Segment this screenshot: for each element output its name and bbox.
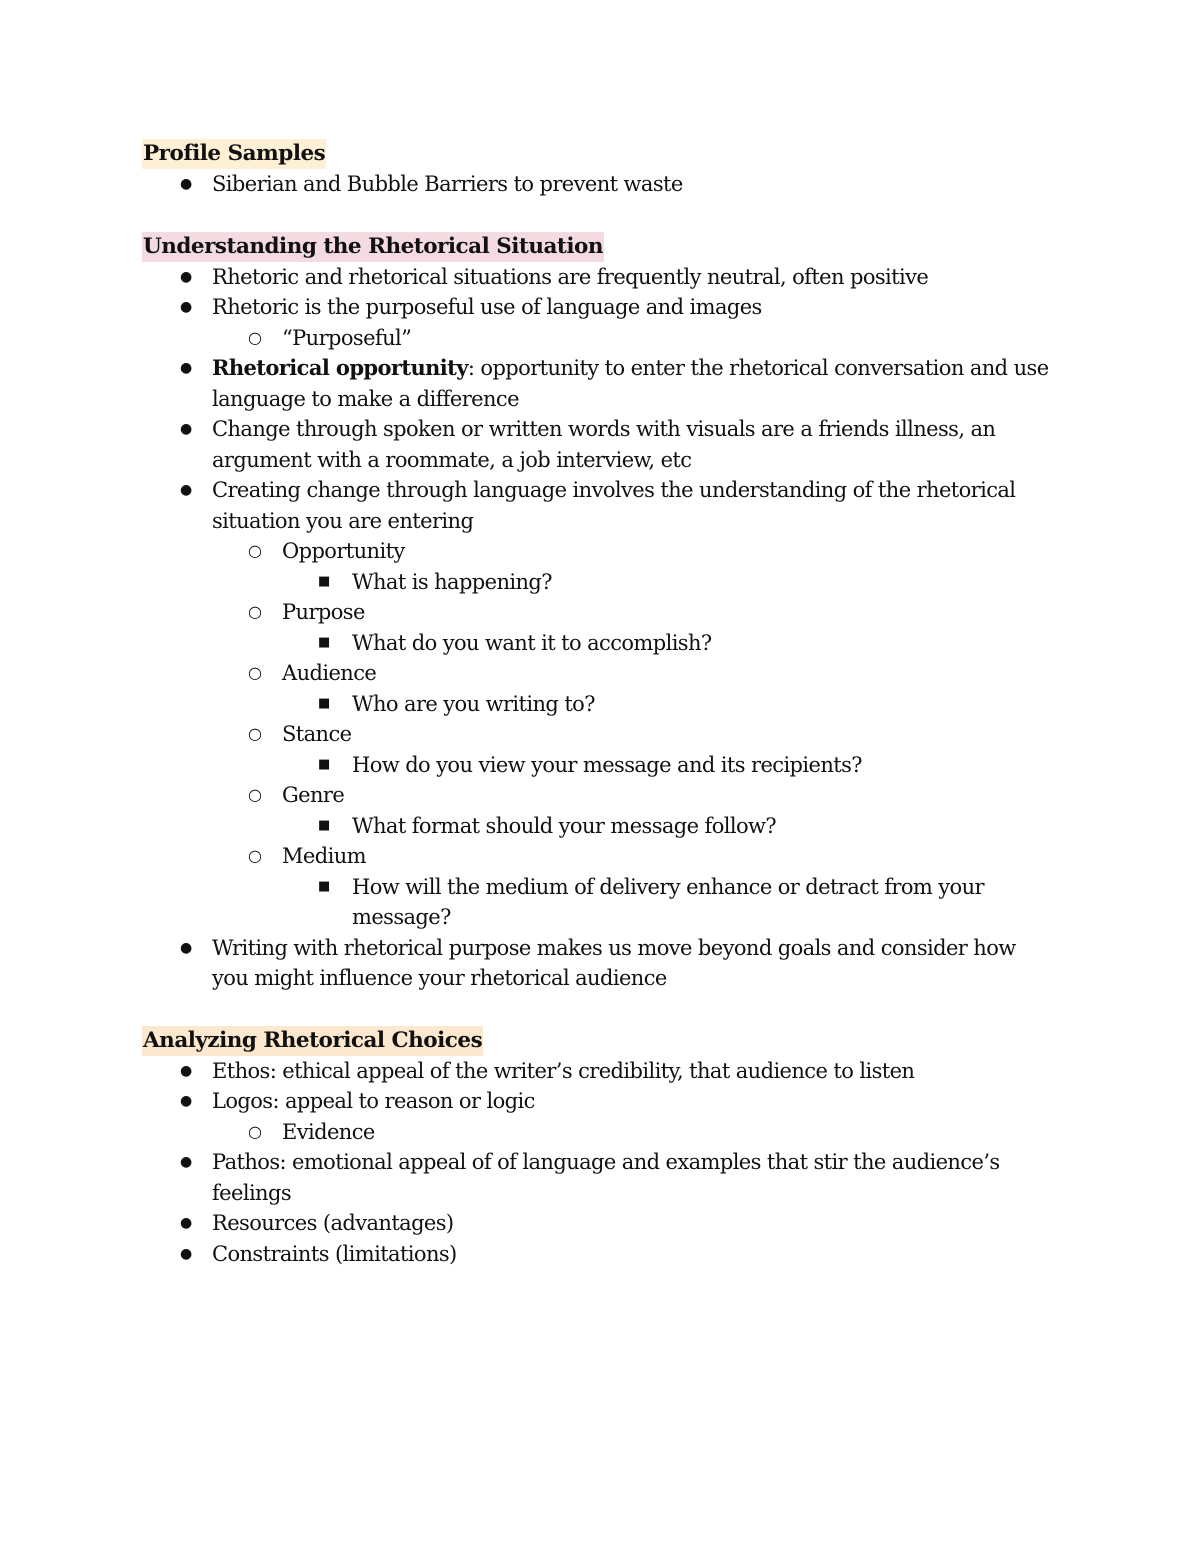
bullet-list (142, 169, 1052, 200)
list-item (142, 353, 1052, 414)
list-item-text: Who are you writing to? (352, 691, 595, 716)
list-item-text: Siberian and Bubble Barriers to prevent waste (212, 172, 683, 196)
filled-square-bullet-icon: ■ (318, 756, 330, 772)
list-item (142, 1056, 1052, 1087)
filled-circle-bullet-icon: ● (180, 360, 192, 376)
filled-circle-bullet-icon: ● (180, 1245, 192, 1262)
list-item-text: Creating change through language involves the understanding of the rhetorical situation you are entering (212, 478, 1016, 533)
list-item (142, 841, 1052, 872)
list-item-text: “Purposeful” (282, 325, 412, 350)
list-item (142, 323, 1052, 354)
filled-square-bullet-icon: ■ (318, 634, 330, 650)
list-item (142, 658, 1052, 689)
list-item (142, 597, 1052, 628)
section-1 (142, 138, 1052, 200)
filled-square-bullet-icon: ■ (318, 817, 330, 833)
list-item-text: : opportunity to enter the rhetorical conversation and use language to make a difference (212, 356, 1049, 411)
hollow-circle-bullet-icon: ○ (248, 541, 262, 560)
list-item (142, 750, 1052, 781)
list-item-text: Change through spoken or written words with visuals are a friends illness, an argument with a roommate, a job interview, etc (212, 417, 996, 472)
section-heading: Profile Samples (142, 139, 326, 169)
bullet-list (142, 262, 1052, 994)
filled-circle-bullet-icon: ● (180, 1154, 192, 1170)
list-item-text: Stance (282, 722, 352, 746)
list-item (142, 1147, 1052, 1208)
hollow-circle-bullet-icon: ○ (248, 1121, 262, 1141)
list-item (142, 1239, 1052, 1270)
section-heading: Understanding the Rhetorical Situation (142, 232, 604, 262)
hollow-circle-bullet-icon: ○ (248, 663, 262, 682)
filled-square-bullet-icon: ■ (318, 573, 330, 589)
list-item-text: What is happening? (352, 569, 552, 594)
list-item (142, 169, 1052, 200)
list-item (142, 719, 1052, 750)
list-item (142, 292, 1052, 323)
list-item-text: How will the medium of delivery enhance or detract from your message? (352, 874, 984, 929)
filled-square-bullet-icon: ■ (318, 695, 330, 711)
list-item (142, 689, 1052, 720)
list-item-text: Ethos: ethical appeal of the writer’s credibility, that audience to listen (212, 1058, 915, 1083)
list-item-text: Rhetoric is the purposeful use of language and images (212, 295, 762, 319)
list-item (142, 567, 1052, 598)
list-item-text: How do you view your message and its recipients? (352, 752, 862, 777)
bullet-list (142, 1056, 1052, 1270)
filled-circle-bullet-icon: ● (180, 939, 192, 956)
key-term: Rhetorical opportunity (212, 355, 468, 380)
list-item-text: Writing with rhetorical purpose makes us move beyond goals and consider how you might influence your rhetorical audience (212, 935, 1016, 990)
list-item-text: Medium (282, 844, 366, 868)
list-item (142, 262, 1052, 293)
list-item (142, 536, 1052, 567)
list-item-text: Logos: appeal to reason or logic (212, 1089, 535, 1113)
filled-circle-bullet-icon: ● (180, 268, 192, 285)
list-item-text: What format should your message follow? (352, 813, 777, 838)
list-item (142, 780, 1052, 811)
filled-square-bullet-icon: ■ (318, 878, 330, 894)
list-item (142, 414, 1052, 475)
filled-circle-bullet-icon: ● (180, 1093, 192, 1109)
filled-circle-bullet-icon: ● (180, 1215, 192, 1231)
list-item-text: Evidence (282, 1119, 375, 1144)
list-item-text: Purpose (282, 600, 365, 624)
section-2 (142, 231, 1052, 994)
section-heading: Analyzing Rhetorical Choices (142, 1026, 483, 1056)
list-item-text: Resources (advantages) (212, 1211, 454, 1235)
list-item (142, 1117, 1052, 1148)
list-item-text: Rhetoric and rhetorical situations are frequently neutral, often positive (212, 264, 929, 289)
filled-circle-bullet-icon: ● (180, 482, 192, 498)
filled-circle-bullet-icon: ● (180, 176, 192, 192)
filled-circle-bullet-icon: ● (180, 421, 192, 437)
document-page (142, 138, 1052, 1269)
list-item-text: Opportunity (282, 539, 405, 563)
list-item (142, 872, 1052, 933)
list-item (142, 933, 1052, 994)
list-item-text: Constraints (limitations) (212, 1241, 457, 1266)
list-item (142, 1208, 1052, 1239)
list-item (142, 475, 1052, 536)
hollow-circle-bullet-icon: ○ (248, 785, 262, 804)
list-item (142, 628, 1052, 659)
list-item (142, 811, 1052, 842)
section-3 (142, 1025, 1052, 1270)
list-item-text: Pathos: emotional appeal of of language and examples that stir the audience’s feelings (212, 1150, 1000, 1205)
hollow-circle-bullet-icon: ○ (248, 602, 262, 621)
list-item (142, 1086, 1052, 1117)
list-item-text: What do you want it to accomplish? (352, 630, 712, 655)
filled-circle-bullet-icon: ● (180, 1062, 192, 1079)
list-item-text: Audience (282, 661, 377, 685)
list-item-text: Genre (282, 783, 345, 807)
filled-circle-bullet-icon: ● (180, 299, 192, 315)
hollow-circle-bullet-icon: ○ (248, 327, 262, 347)
hollow-circle-bullet-icon: ○ (248, 846, 262, 865)
hollow-circle-bullet-icon: ○ (248, 724, 262, 743)
